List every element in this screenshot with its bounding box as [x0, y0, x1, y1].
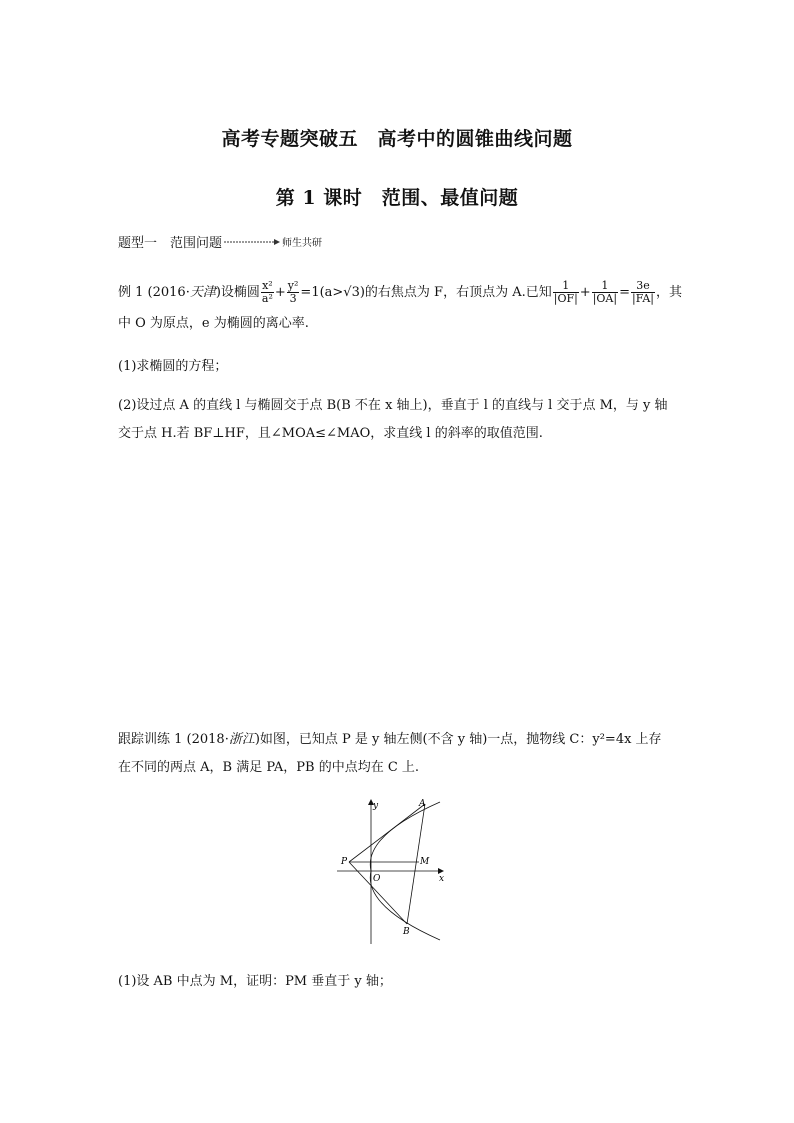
frac-1-OA: $\frac{1}{|OA|}$ [592, 279, 618, 305]
example1-q1: (1)求椭圆的方程； [118, 359, 228, 374]
page-title: 高考专题突破五 高考中的圆锥曲线问题 [221, 128, 573, 150]
label-M: M [420, 857, 430, 867]
label-y: y [373, 801, 379, 811]
label-x: x [439, 874, 445, 884]
frac-x2-a2: $\frac{\text{x²}}{\text{a²}}$ [261, 279, 273, 305]
example1-line2: 中 O 为原点，e 为椭圆的离心率. [118, 316, 309, 331]
page-subtitle: 第 1 课时 范围、最值问题 [275, 187, 519, 209]
label-A: A [419, 799, 426, 809]
parabola-figure [335, 796, 455, 946]
practice1-line1: 跟踪训练 1 (2018·浙江)如图，已知点 P 是 y 轴左侧(不含 y 轴)一点，抛物线 C：y²=4x 上存 [118, 732, 662, 747]
example1-q2-line1: (2)设过点 A 的直线 l 与椭圆交于点 B(B 不在 x 轴上)，垂直于 l 的直线与 l 交于点 M，与 y 轴 [118, 398, 668, 413]
section-label: 题型一 范围问题 [118, 236, 223, 251]
label-O: O [373, 874, 381, 884]
arrow-icon [224, 238, 280, 246]
frac-3e-FA: $\frac{3e}{|FA|}$ [631, 279, 655, 305]
practice1-line2: 在不同的两点 A，B 满足 PA，PB 的中点均在 C 上. [118, 760, 420, 775]
section-heading [118, 232, 322, 251]
line-PA [349, 804, 425, 862]
label-B: B [403, 927, 410, 937]
section-tag: 师生共研 [282, 238, 323, 249]
frac-y2-3: $\frac{\text{y²}}{3}$ [287, 279, 299, 305]
frac-1-OF: $\frac{1}{|OF|}$ [553, 279, 578, 305]
practice1-q1: (1)设 AB 中点为 M，证明：PM 垂直于 y 轴； [118, 974, 392, 989]
label-P: P [341, 857, 348, 867]
example1-q2-line2: 交于点 H.若 BF⊥HF，且∠MOA≤∠MAO，求直线 l 的斜率的取值范围. [118, 426, 543, 441]
example1-line1: 例 1 (2016·天津)设椭圆 $\frac{\text{x²}}{\text{a²}}$ + $\frac{\text{y²}}{3}$ =1(a>√3)的右焦点为 F，右顶点为 A.已知 $\frac{1}{|OF|}$ + $\frac{1}{|OA|}$ = $\frac{3e}{|FA|}$ ，其 [118, 279, 683, 305]
